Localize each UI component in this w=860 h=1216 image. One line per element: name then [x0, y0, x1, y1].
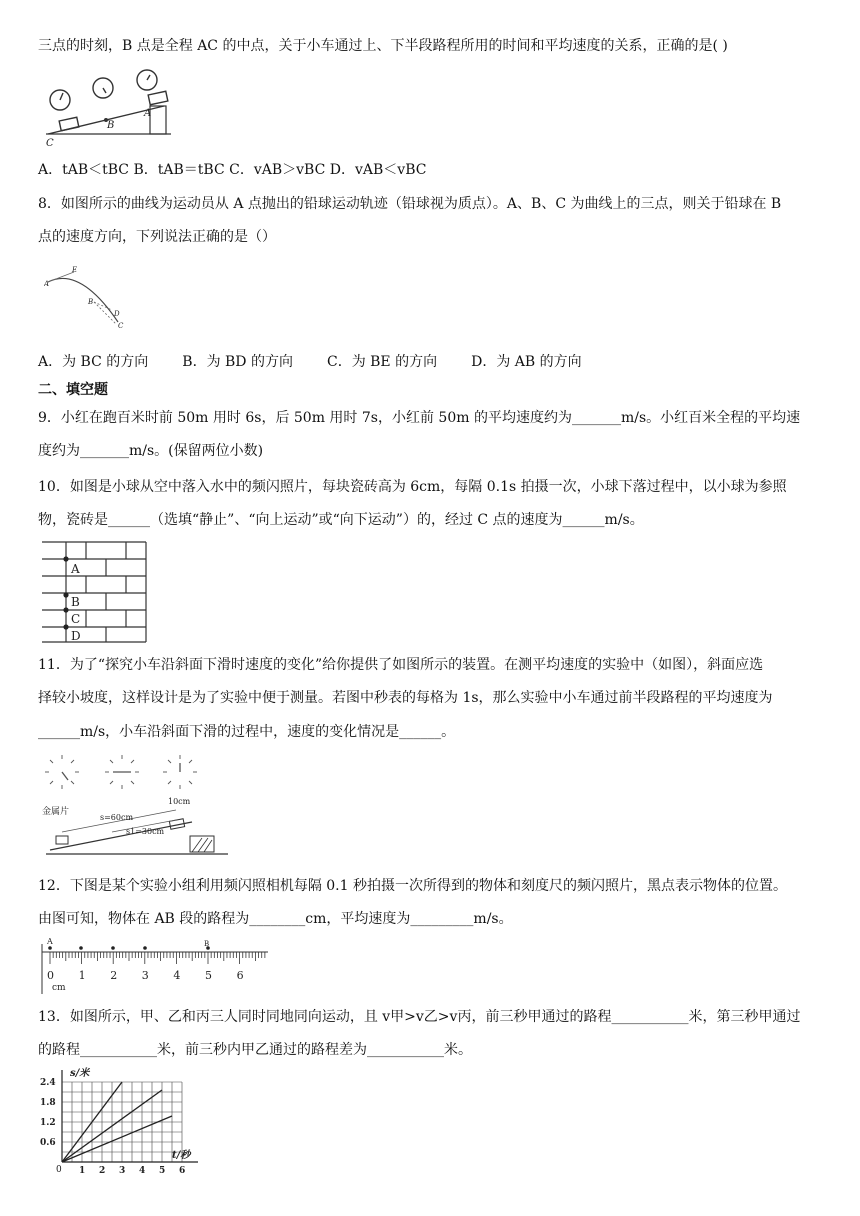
q7-stem: 三点的时刻，B 点是全程 AC 的中点，关于小车通过上、下半段路程所用的时间和平均速度的关系，正确的是( ) — [38, 38, 728, 54]
q13-line1: 13．如图所示，甲、乙和丙三人同时同地同向运动，且 v甲>v乙>v丙，前三秒甲通过的路程___________米，第三秒甲通过 — [38, 1009, 801, 1025]
q13-line2: 的路程___________米，前三秒内甲乙通过的路程差为___________米。 — [38, 1042, 472, 1058]
q13-origin: 0 — [56, 1165, 62, 1175]
q11-line3: ______m/s，小车沿斜面下滑的过程中，速度的变化情况是______。 — [38, 724, 456, 740]
section-title: 二、填空题 — [38, 382, 108, 398]
q11-label-s1: s1=30cm — [126, 827, 165, 836]
q10-label-a: A — [71, 562, 80, 576]
q11-label-metal: 金属片 — [42, 807, 70, 817]
ruler-number: 2 — [110, 969, 118, 982]
q10-line1: 10．如图是小球从空中落入水中的频闪照片，每块瓷砖高为 6cm，每隔 0.1s 拍摄一次，小球下落过程中，以小球为参照 — [38, 479, 787, 495]
graph-xtick: 3 — [119, 1166, 126, 1176]
q10-brick-figure — [42, 540, 148, 644]
q10-line2: 物，瓷砖是______（选填“静止”、“向上运动”或“向下运动”）的，经过 C 点的速度为______m/s。 — [38, 512, 644, 528]
q9-line1: 9．小红在跑百米时前 50m 用时 6s，后 50m 用时 7s，小红前 50m 的平均速度约为_______m/s。小红百米全程的平均速 — [38, 410, 801, 426]
q12-line1: 12．下图是某个实验小组利用频闪照相机每隔 0.1 秒拍摄一次所得到的物体和刻度尺的频闪照片，黑点表示物体的位置。 — [38, 878, 787, 894]
q8-stem-line2: 点的速度方向，下列说法正确的是（） — [38, 229, 276, 245]
graph-ytick: 1.2 — [40, 1118, 56, 1128]
q11-line2: 择较小坡度，这样设计是为了实验中便于测量。若图中秒表的每格为 1s，那么实验中小车通过前半段路程的平均速度为 — [38, 690, 773, 706]
q11-line1: 11．为了“探究小车沿斜面下滑时速度的变化”给你提供了如图所示的装置。在测平均速度的实验中（如图），斜面应选 — [38, 657, 764, 673]
q10-label-d: D — [71, 629, 81, 643]
q7-label-b: B — [107, 120, 115, 131]
q12-ruler-unit: cm — [52, 983, 66, 993]
q10-label-b: B — [71, 595, 80, 609]
q8-label-b: B — [88, 298, 94, 306]
q8-options — [38, 352, 616, 372]
q8-label-d: D — [114, 310, 120, 318]
q8-label-c: C — [118, 322, 124, 330]
q12-line2: 由图可知，物体在 AB 段的路程为________cm，平均速度为_________m/s。 — [38, 911, 513, 927]
q11-label-10cm: 10cm — [168, 797, 191, 806]
q9-line2: 度约为_______m/s。(保留两位小数) — [38, 443, 264, 459]
q8-figure — [44, 266, 134, 330]
graph-xtick: 6 — [179, 1166, 186, 1176]
graph-ytick: 2.4 — [40, 1078, 56, 1088]
graph-ytick: 1.8 — [40, 1098, 56, 1108]
q7-label-c: C — [46, 138, 54, 148]
q7-figure — [46, 66, 186, 148]
q8-option-a: A．为 BC 的方向 — [38, 354, 149, 370]
ruler-number: 0 — [47, 969, 54, 982]
q8-label-a: A — [44, 280, 50, 288]
q8-option-d: D．为 AB 的方向 — [471, 354, 582, 370]
graph-xtick: 5 — [159, 1166, 166, 1176]
q13-xlabel: t/秒 — [172, 1150, 191, 1161]
graph-ytick: 0.6 — [40, 1138, 56, 1148]
q13-ylabel: s/米 — [70, 1068, 90, 1079]
q10-label-c: C — [71, 612, 81, 626]
graph-xtick: 4 — [139, 1166, 146, 1176]
ruler-number: 1 — [78, 969, 86, 982]
q8-stem-line1: 8．如图所示的曲线为运动员从 A 点抛出的铅球运动轨迹（铅球视为质点）。A、B、C 为曲线上的三点，则关于铅球在 B — [38, 196, 782, 212]
q12-label-a: A — [47, 938, 53, 946]
ruler-number: 5 — [205, 969, 212, 982]
q7-label-a: A — [144, 108, 152, 119]
q12-label-b: B — [204, 940, 210, 948]
q8-option-c: C．为 BE 的方向 — [326, 354, 438, 370]
q11-figure — [42, 752, 232, 858]
ruler-number: 6 — [236, 969, 244, 982]
q13-graph-figure — [38, 1066, 208, 1176]
q8-option-b: B．为 BD 的方向 — [182, 354, 293, 370]
ruler-number: 3 — [141, 969, 149, 982]
q8-label-e: E — [72, 266, 78, 274]
graph-xtick: 1 — [79, 1166, 86, 1176]
q11-label-s: s=60cm — [100, 813, 134, 822]
ruler-number: 4 — [173, 969, 181, 982]
q12-ruler-figure — [38, 938, 270, 998]
graph-xtick: 2 — [99, 1166, 106, 1176]
q7-options: A．tAB＜tBC B．tAB＝tBC C．vAB＞vBC D．vAB＜vBC — [38, 162, 427, 178]
